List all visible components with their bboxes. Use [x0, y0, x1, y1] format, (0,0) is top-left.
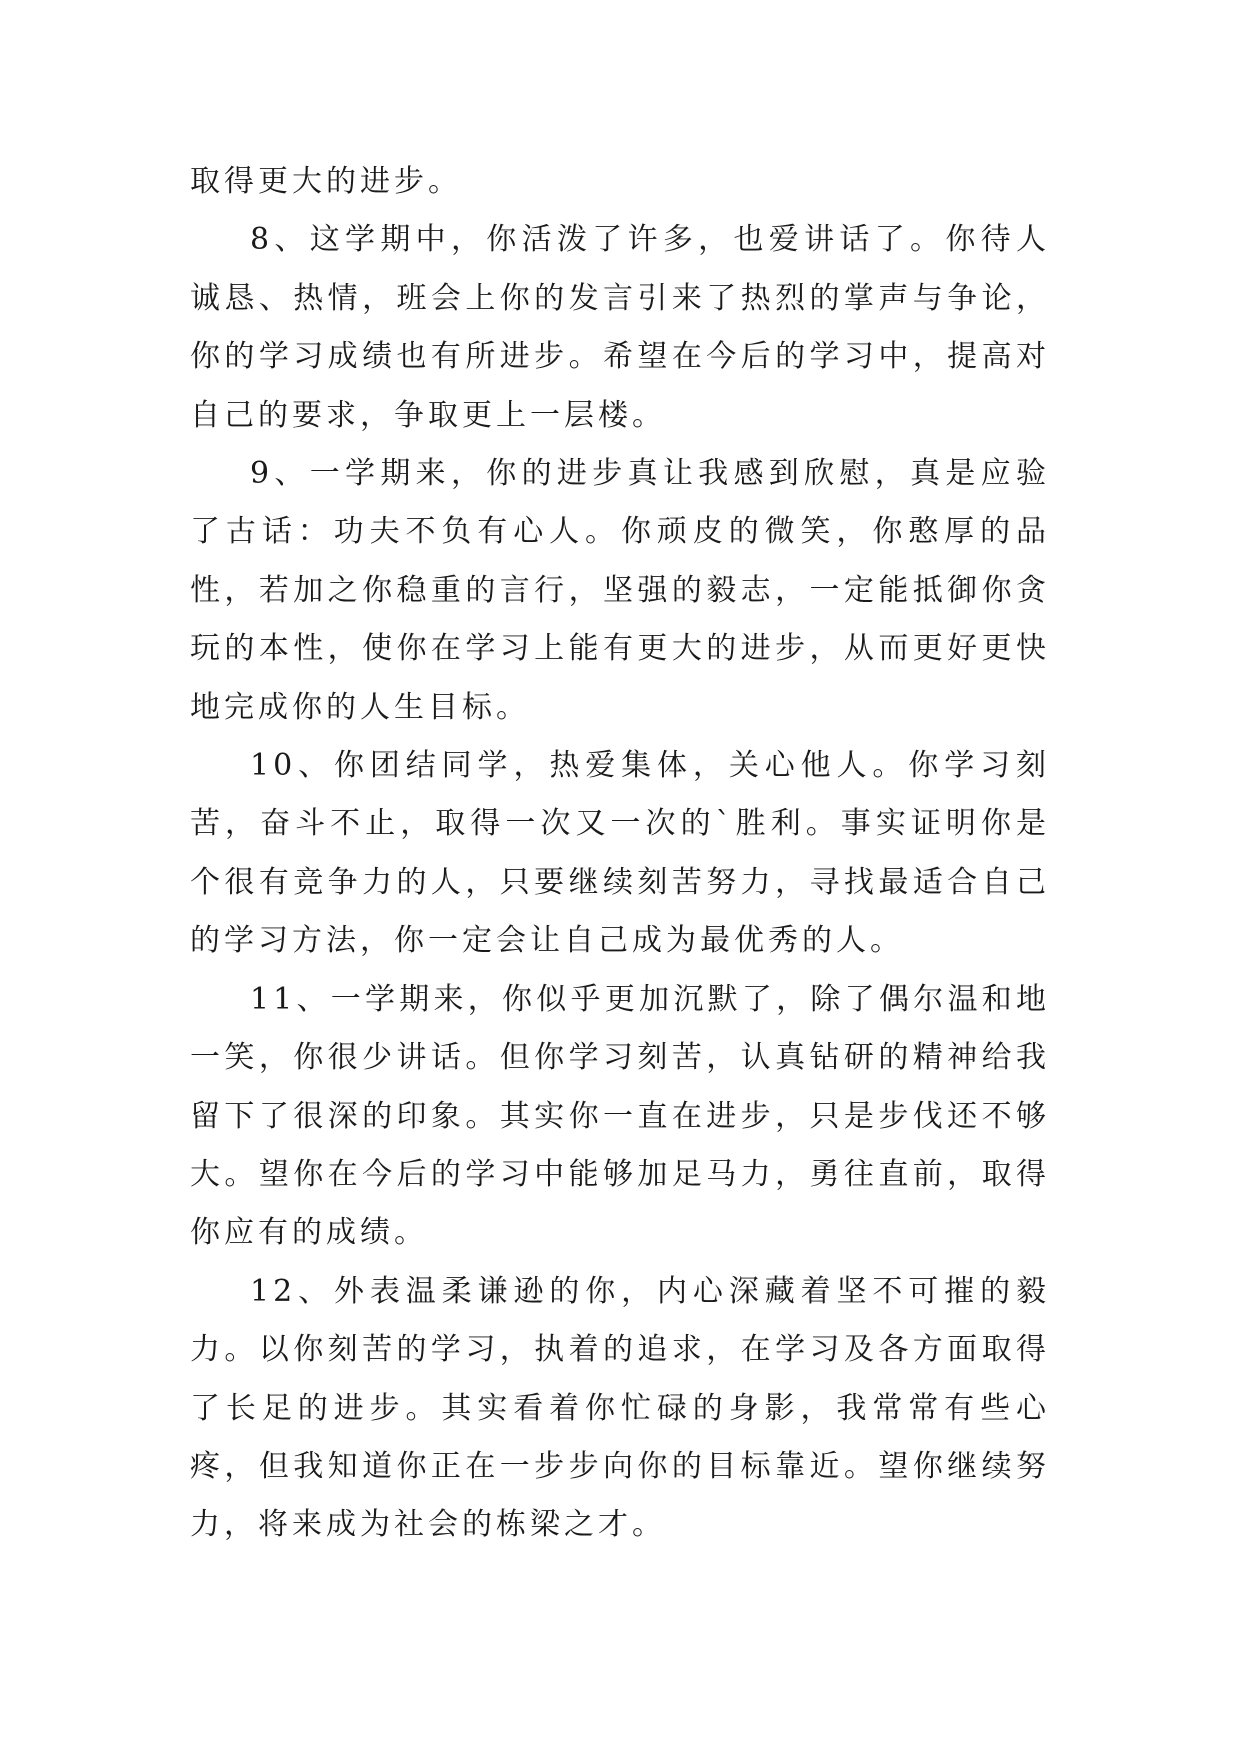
document-body	[190, 153, 1050, 1555]
paragraph-11: 11、一学期来，你似乎更加沉默了，除了偶尔温和地一笑，你很少讲话。但你学习刻苦，认真钻研的精神给我留下了很深的印象。其实你一直在进步，只是步伐还不够大。望你在今后的学习中能够加足马力，勇往直前，取得你应有的成绩。	[190, 981, 1050, 1251]
paragraph-8: 8、这学期中，你活泼了许多，也爱讲话了。你待人诚恳、热情，班会上你的发言引来了热烈的掌声与争论，你的学习成绩也有所进步。希望在今后的学习中，提高对自己的要求，争取更上一层楼。	[190, 222, 1050, 433]
paragraph-9: 9、一学期来，你的进步真让我感到欣慰，真是应验了古话：功夫不负有心人。你顽皮的微笑，你憨厚的品性，若加之你稳重的言行，坚强的毅志，一定能抵御你贪玩的本性，使你在学习上能有更大的进步，从而更好更快地完成你的人生目标。	[190, 456, 1050, 725]
paragraph-10: 10、你团结同学，热爱集体，关心他人。你学习刻苦，奋斗不止，取得一次又一次的`胜利。事实证明你是个很有竞争力的人，只要继续刻苦努力，寻找最适合自己的学习方法，你一定会让自己成为最优秀的人。	[190, 748, 1050, 959]
paragraph-12: 12、外表温柔谦逊的你，内心深藏着坚不可摧的毅力。以你刻苦的学习，执着的追求，在学习及各方面取得了长足的进步。其实看着你忙碌的身影，我常常有些心疼，但我知道你正在一步步向你的目标靠近。望你继续努力，将来成为社会的栋梁之才。	[190, 1273, 1050, 1543]
paragraph-continuation: 取得更大的进步。	[190, 164, 462, 199]
